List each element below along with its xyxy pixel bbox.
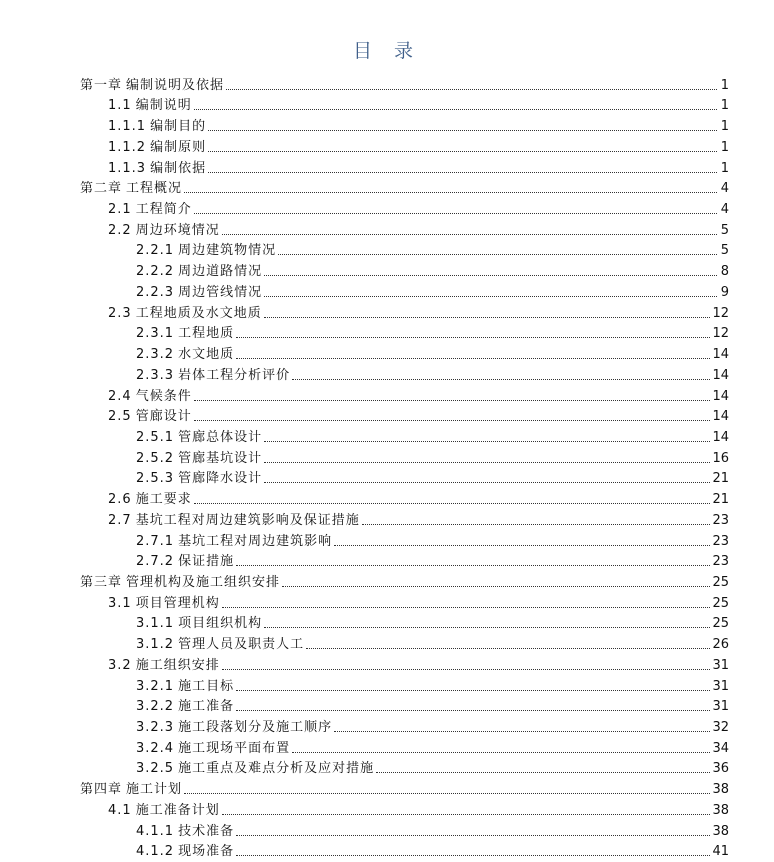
toc-entry-number: 2.5.1 xyxy=(136,429,175,445)
dot-leader xyxy=(208,151,717,152)
toc-entry[interactable] xyxy=(0,674,774,695)
toc-entry-title: 岩体工程分析评价 xyxy=(178,367,291,383)
toc-entry[interactable] xyxy=(0,342,774,363)
toc-entry-page-number: 25 xyxy=(712,616,729,632)
toc-entry-page-number: 8 xyxy=(720,264,729,280)
toc-entry-number: 2.2.3 xyxy=(136,284,175,300)
toc-entry-page-number: 12 xyxy=(712,326,729,342)
toc-entry-page-number: 31 xyxy=(712,678,729,694)
toc-entry-title: 施工准备计划 xyxy=(135,802,220,818)
toc-entry-page-number: 9 xyxy=(720,284,729,300)
toc-entry-page-number: 14 xyxy=(712,409,729,425)
dot-leader xyxy=(194,503,711,504)
toc-entry-number: 2.6 xyxy=(108,492,132,508)
dot-leader xyxy=(236,710,710,711)
toc-entry-number: 2.3.2 xyxy=(136,347,175,363)
toc-entry-page-number: 1 xyxy=(720,119,729,135)
dot-leader xyxy=(194,400,711,401)
toc-entry-title: 施工要求 xyxy=(135,492,192,508)
toc-entry-title: 编制依据 xyxy=(150,160,207,176)
toc-entry[interactable] xyxy=(0,384,774,405)
dot-leader xyxy=(236,855,710,856)
toc-entry-number: 2.7 xyxy=(108,512,132,528)
toc-entry-title: 周边道路情况 xyxy=(178,264,263,280)
toc-entry-title: 周边管线情况 xyxy=(178,284,263,300)
toc-entry-page-number: 1 xyxy=(720,160,729,176)
dot-leader xyxy=(222,234,717,235)
dot-leader xyxy=(334,545,710,546)
toc-entry-title: 编制目的 xyxy=(150,119,207,135)
toc-entry-number: 3.2.1 xyxy=(136,678,175,694)
toc-entry-number: 4.1.2 xyxy=(136,844,175,860)
toc-entry-page-number: 5 xyxy=(720,243,729,259)
toc-entry[interactable] xyxy=(0,612,774,633)
toc-entry[interactable] xyxy=(0,280,774,301)
toc-entry-page-number: 38 xyxy=(712,782,729,798)
toc-entry-page-number: 1 xyxy=(720,77,729,93)
toc-entry-title: 项目组织机构 xyxy=(178,616,263,632)
toc-entry[interactable] xyxy=(0,259,774,280)
toc-entry-number: 2.5.3 xyxy=(136,471,175,487)
toc-entry-number: 1.1.1 xyxy=(108,119,147,135)
toc-entry-page-number: 26 xyxy=(712,637,729,653)
toc-entry[interactable] xyxy=(0,798,774,819)
toc-entry-number: 第三章 xyxy=(80,574,123,590)
dot-leader xyxy=(194,420,711,421)
toc-entry[interactable] xyxy=(0,322,774,343)
toc-entry-number: 2.3.3 xyxy=(136,367,175,383)
toc-entry-number: 1.1.2 xyxy=(108,139,147,155)
toc-entry-title: 技术准备 xyxy=(178,823,235,839)
toc-entry-number: 2.7.1 xyxy=(136,533,175,549)
dot-leader xyxy=(226,89,717,90)
toc-entry[interactable] xyxy=(0,405,774,426)
toc-entry-title: 基坑工程对周边建筑影响 xyxy=(178,533,333,549)
toc-entry[interactable] xyxy=(0,197,774,218)
toc-entry-title: 水文地质 xyxy=(178,347,235,363)
toc-entry-page-number: 41 xyxy=(712,844,729,860)
dot-leader xyxy=(292,379,710,380)
toc-entry-page-number: 36 xyxy=(712,761,729,777)
toc-entry[interactable] xyxy=(0,446,774,467)
toc-entry-page-number: 14 xyxy=(712,388,729,404)
toc-entry-number: 第二章 xyxy=(80,181,123,197)
dot-leader xyxy=(264,482,710,483)
toc-entry[interactable] xyxy=(0,177,774,198)
toc-entry-title: 管理人员及职责人工 xyxy=(178,637,305,653)
toc-entry-number: 2.3.1 xyxy=(136,326,175,342)
toc-entry-page-number: 4 xyxy=(720,202,729,218)
toc-entry-page-number: 1 xyxy=(720,139,729,155)
dot-leader xyxy=(282,586,710,587)
toc-entry-title: 施工段落划分及施工顺序 xyxy=(178,720,333,735)
toc-entry[interactable] xyxy=(0,632,774,653)
toc-entry-number: 1.1 xyxy=(108,98,132,114)
toc-entry[interactable] xyxy=(0,135,774,156)
toc-entry[interactable] xyxy=(0,757,774,778)
toc-entry-title: 管廊降水设计 xyxy=(178,471,263,487)
toc-entry-number: 2.5 xyxy=(108,409,132,425)
dot-leader xyxy=(376,772,710,773)
toc-entry-number: 3.1.1 xyxy=(136,616,175,632)
toc-entry-page-number: 23 xyxy=(712,533,729,549)
dot-leader xyxy=(236,690,710,691)
toc-entry-number: 3.2.4 xyxy=(136,740,175,756)
toc-entry-number: 2.2.2 xyxy=(136,264,175,280)
toc-entry-number: 2.1 xyxy=(108,202,132,218)
toc-entry-title: 基坑工程对周边建筑影响及保证措施 xyxy=(135,512,360,528)
toc-entry[interactable] xyxy=(0,715,774,736)
dot-leader xyxy=(236,337,710,338)
toc-entry-title: 项目管理机构 xyxy=(135,595,220,611)
toc-entry-number: 3.1 xyxy=(108,595,132,611)
dot-leader xyxy=(208,130,717,131)
toc-entry-number: 2.3 xyxy=(108,305,132,321)
toc-entry-title: 气候条件 xyxy=(135,388,192,404)
toc-entry-title: 管廊总体设计 xyxy=(178,429,263,445)
toc-entry-title: 工程地质 xyxy=(178,326,235,342)
toc-entry-title: 工程简介 xyxy=(135,202,192,218)
toc-entry[interactable] xyxy=(0,301,774,322)
toc-entry-number: 3.2.5 xyxy=(136,761,175,777)
toc-entry-number: 4.1 xyxy=(108,802,132,818)
toc-entry-page-number: 34 xyxy=(712,740,729,756)
dot-leader xyxy=(264,462,710,463)
toc-entry-page-number: 1 xyxy=(720,98,729,114)
dot-leader xyxy=(236,835,710,836)
toc-entry[interactable] xyxy=(0,570,774,591)
toc-entry-title: 施工重点及难点分析及应对措施 xyxy=(178,761,375,777)
toc-entry-title: 施工组织安排 xyxy=(135,657,220,673)
toc-entry-title: 编制说明 xyxy=(135,98,192,114)
toc-entry[interactable] xyxy=(0,487,774,508)
toc-entry-page-number: 23 xyxy=(712,554,729,570)
toc-entry-number: 3.2.3 xyxy=(136,720,175,735)
dot-leader xyxy=(194,213,717,214)
toc-entry[interactable] xyxy=(0,550,774,571)
toc-entry-page-number: 25 xyxy=(712,595,729,611)
toc-entry-number: 2.2.1 xyxy=(136,243,175,259)
dot-leader xyxy=(264,627,710,628)
toc-entry-page-number: 32 xyxy=(712,720,729,735)
toc-entry-title: 管廊基坑设计 xyxy=(178,450,263,466)
toc-entry[interactable] xyxy=(0,529,774,550)
dot-leader xyxy=(194,109,717,110)
toc-entry[interactable] xyxy=(0,508,774,529)
toc-entry-number: 1.1.3 xyxy=(108,160,147,176)
toc-entry-title: 编制说明及依据 xyxy=(126,77,225,93)
toc-entry-page-number: 5 xyxy=(720,222,729,238)
toc-entry-page-number: 21 xyxy=(712,471,729,487)
dot-leader xyxy=(222,669,711,670)
toc-entry-title: 施工目标 xyxy=(178,678,235,694)
toc-entry-title: 管理机构及施工组织安排 xyxy=(126,574,281,590)
toc-entry[interactable] xyxy=(0,467,774,488)
toc-entry-number: 2.7.2 xyxy=(136,554,175,570)
toc-entry[interactable] xyxy=(0,653,774,674)
dot-leader xyxy=(264,441,710,442)
toc-entry-number: 3.2 xyxy=(108,657,132,673)
toc-entry-page-number: 14 xyxy=(712,367,729,383)
toc-entry[interactable] xyxy=(0,114,774,135)
toc-entry-page-number: 12 xyxy=(712,305,729,321)
toc-entry[interactable] xyxy=(0,73,774,94)
dot-leader xyxy=(278,254,717,255)
toc-entry-number: 2.4 xyxy=(108,388,132,404)
toc-entry-title: 现场准备 xyxy=(178,844,235,860)
toc-entry-page-number: 25 xyxy=(712,574,729,590)
toc-entry[interactable] xyxy=(0,777,774,798)
dot-leader xyxy=(362,524,711,525)
toc-entry-title: 管廊设计 xyxy=(135,409,192,425)
toc-entry-page-number: 31 xyxy=(712,657,729,673)
toc-entry-title: 施工现场平面布置 xyxy=(178,740,291,756)
toc-entry-number: 3.1.2 xyxy=(136,637,175,653)
table-of-contents xyxy=(0,73,774,860)
dot-leader xyxy=(236,565,710,566)
dot-leader xyxy=(264,317,711,318)
toc-entry-title: 编制原则 xyxy=(150,139,207,155)
toc-entry-number: 4.1.1 xyxy=(136,823,175,839)
toc-entry[interactable] xyxy=(0,218,774,239)
toc-entry-number: 第一章 xyxy=(80,77,123,93)
toc-entry-title: 保证措施 xyxy=(178,554,235,570)
toc-entry-page-number: 38 xyxy=(712,823,729,839)
dot-leader xyxy=(306,648,710,649)
toc-entry-title: 周边环境情况 xyxy=(135,222,220,238)
dot-leader xyxy=(292,752,710,753)
toc-entry-page-number: 23 xyxy=(712,512,729,528)
toc-entry-page-number: 31 xyxy=(712,699,729,715)
toc-entry-number: 3.2.2 xyxy=(136,699,175,715)
dot-leader xyxy=(222,607,711,608)
toc-entry-page-number: 16 xyxy=(712,450,729,466)
toc-entry[interactable] xyxy=(0,239,774,260)
toc-entry[interactable] xyxy=(0,363,774,384)
toc-entry[interactable] xyxy=(0,840,774,861)
toc-entry[interactable] xyxy=(0,425,774,446)
dot-leader xyxy=(184,793,710,794)
toc-entry-title: 施工计划 xyxy=(126,782,183,798)
toc-entry-title: 工程地质及水文地质 xyxy=(135,305,262,321)
toc-entry-page-number: 38 xyxy=(712,802,729,818)
toc-entry[interactable] xyxy=(0,156,774,177)
dot-leader xyxy=(208,172,717,173)
toc-entry[interactable] xyxy=(0,819,774,840)
toc-entry[interactable] xyxy=(0,94,774,115)
dot-leader xyxy=(222,814,711,815)
toc-entry-page-number: 14 xyxy=(712,429,729,445)
page-title: 目 录 xyxy=(352,40,422,62)
toc-entry-number: 第四章 xyxy=(80,782,123,798)
toc-entry[interactable] xyxy=(0,591,774,612)
toc-entry-title: 周边建筑物情况 xyxy=(178,243,277,259)
toc-entry-page-number: 21 xyxy=(712,492,729,508)
toc-entry[interactable] xyxy=(0,736,774,757)
toc-entry-title: 工程概况 xyxy=(126,181,183,197)
toc-entry-page-number: 4 xyxy=(720,181,729,197)
dot-leader xyxy=(334,731,710,732)
toc-entry-page-number: 14 xyxy=(712,347,729,363)
dot-leader xyxy=(236,358,710,359)
dot-leader xyxy=(184,192,717,193)
toc-entry-number: 2.5.2 xyxy=(136,450,175,466)
toc-entry-number: 2.2 xyxy=(108,222,132,238)
toc-entry[interactable] xyxy=(0,695,774,716)
dot-leader xyxy=(264,296,717,297)
toc-entry-title: 施工准备 xyxy=(178,699,235,715)
dot-leader xyxy=(264,275,717,276)
